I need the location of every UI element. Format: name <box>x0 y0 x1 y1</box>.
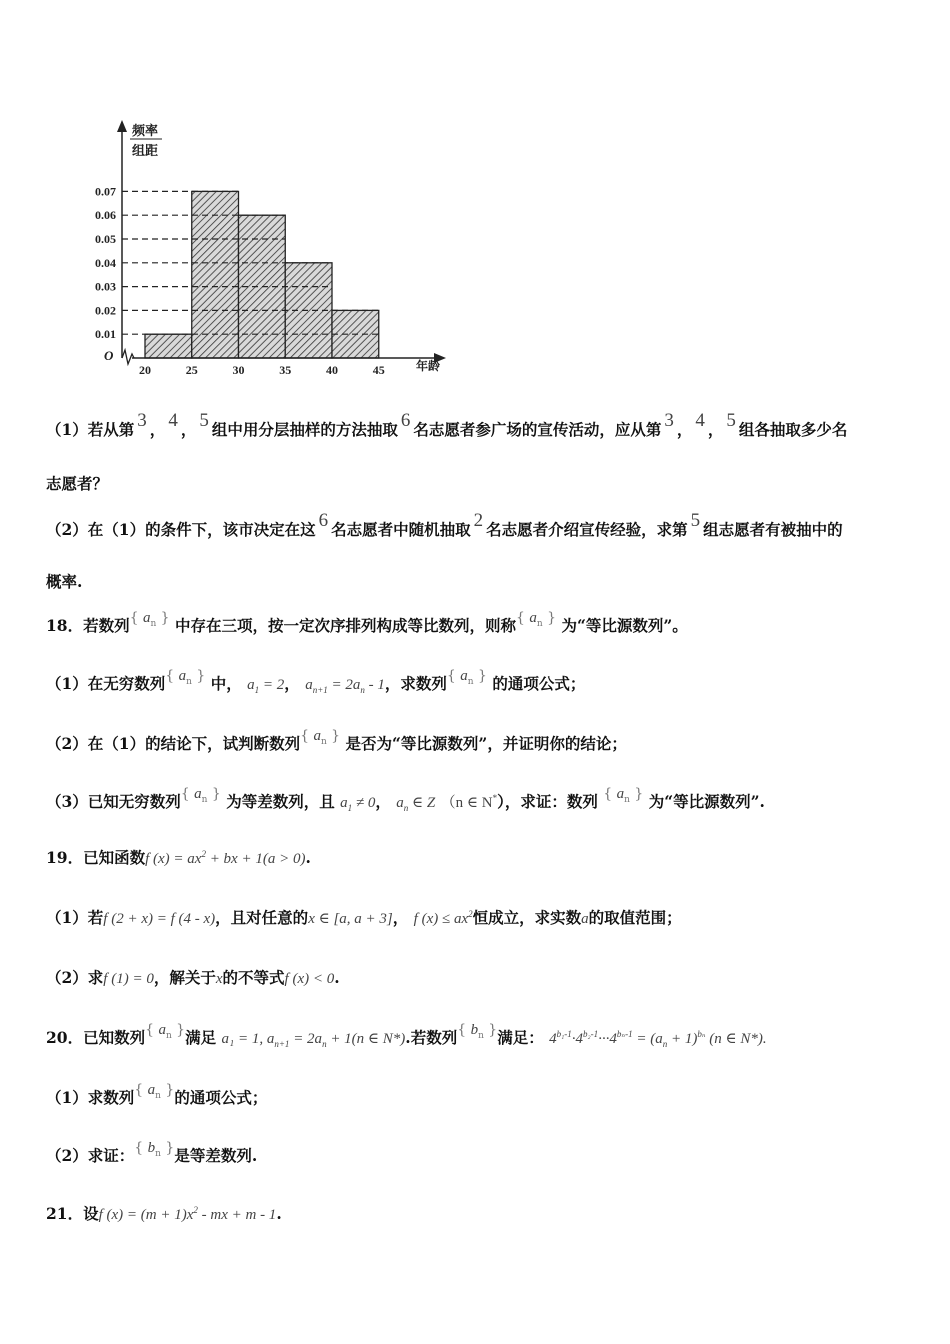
q19-part2: （2）求f (1) = 0，解关于x的不等式f (x) < 0. <box>46 968 340 987</box>
y-axis-label-bottom: 组距 <box>132 143 159 158</box>
q21-heading: 21．设f $(x) = (m + 1)x^2$ - mx + m - 1. <box>46 1204 282 1223</box>
q19-heading: 19．已知函数f $(x) = ax^2$ + bx + 1(a > 0). <box>46 848 311 867</box>
histogram-bar <box>192 191 239 358</box>
y-tick-label: 0.01 <box>95 327 116 342</box>
x-tick-label: 45 <box>372 363 385 377</box>
q19-part1: （1）若f (2 + x) = f (4 - x)，且对任意的x ∈ [a, a + 3]， f $(x) \le ax^2$恒成立，求实数a的取值范围； <box>46 908 682 927</box>
histogram-bar <box>145 334 192 358</box>
y-tick-label: 0.06 <box>95 208 116 223</box>
x-axis-label: 年龄 <box>416 359 441 373</box>
x-tick-label: 30 <box>232 363 245 377</box>
x-tick-label: 25 <box>185 363 198 377</box>
x-tick-label: 40 <box>326 363 338 377</box>
q20-heading: 20．已知数列{ $a_n$ }满足 a₁ = 1, $a_{n+1} = 2a_n + 1(n$ ∈ N*).若数列{ $b_n$ }满足： $4^{b_1-1}\cdot 4^{b_2-1}\cdot\cdot\cdot 4^{b_n-1} = (a_n + 1)^{b_n}$ (n ∈ N*). <box>46 1022 767 1049</box>
axis-break-icon <box>122 350 134 364</box>
q18-part1: （1）在无穷数列{ $a_n$ } 中， $a_1 = 2$， $a_{n+1} = 2a_n - 1$，求数列{ $a_n$ } 的通项公式； <box>46 668 586 695</box>
y-axis-arrow <box>117 120 127 132</box>
y-axis-label-top: 频率 <box>132 123 159 138</box>
q17-part2-line1: （2）在（1）的条件下，该市决定在这 6 名志愿者中随机抽取 2 名志愿者介绍宣传经验，求第 5 组志愿者有被抽中的 <box>46 510 843 539</box>
y-tick-label: 0.05 <box>95 232 116 246</box>
y-tick-label: 0.03 <box>95 279 116 294</box>
origin-label: O <box>104 348 114 363</box>
q18-part3: （3）已知无穷数列{ $a_n$ } 为等差数列，且 $a_1 \ne 0$， $a_n$ ∈ Z （n ∈ N*），求证：数列 { $a_n$ } 为“等比源数列”. <box>46 786 765 813</box>
y-tick-label: 0.07 <box>95 184 116 199</box>
q18-heading: 18．若数列{ $a_n$ } 中存在三项，按一定次序排列构成等比数列，则称{ $a_n$ } 为“等比源数列”。 <box>46 610 688 635</box>
q20-part1: （1）求数列{ $a_n$ }的通项公式； <box>46 1082 268 1107</box>
y-tick-label: 0.04 <box>95 255 116 270</box>
q17-part1-line1: （1）若从第 3 ， 4 ， 5 组中用分层抽样的方法抽取 6 名志愿者参广场的宣传活动，应从第 3 ， 4 ， 5 组各抽取多少名 <box>46 410 848 439</box>
y-tick-label: 0.02 <box>95 303 116 318</box>
q18-part2: （2）在（1）的结论下，试判断数列{ $a_n$ } 是否为“等比源数列”，并证明你的结论； <box>46 728 627 753</box>
histogram-chart <box>70 118 470 388</box>
q20-part2: （2）求证：{ $b_n$ }是等差数列. <box>46 1140 258 1165</box>
q17-part2-line2: 概率. <box>46 572 83 591</box>
x-tick-label: 20 <box>139 363 151 377</box>
q17-part1-line2: 志愿者？ <box>46 474 109 493</box>
x-tick-label: 35 <box>279 363 292 377</box>
